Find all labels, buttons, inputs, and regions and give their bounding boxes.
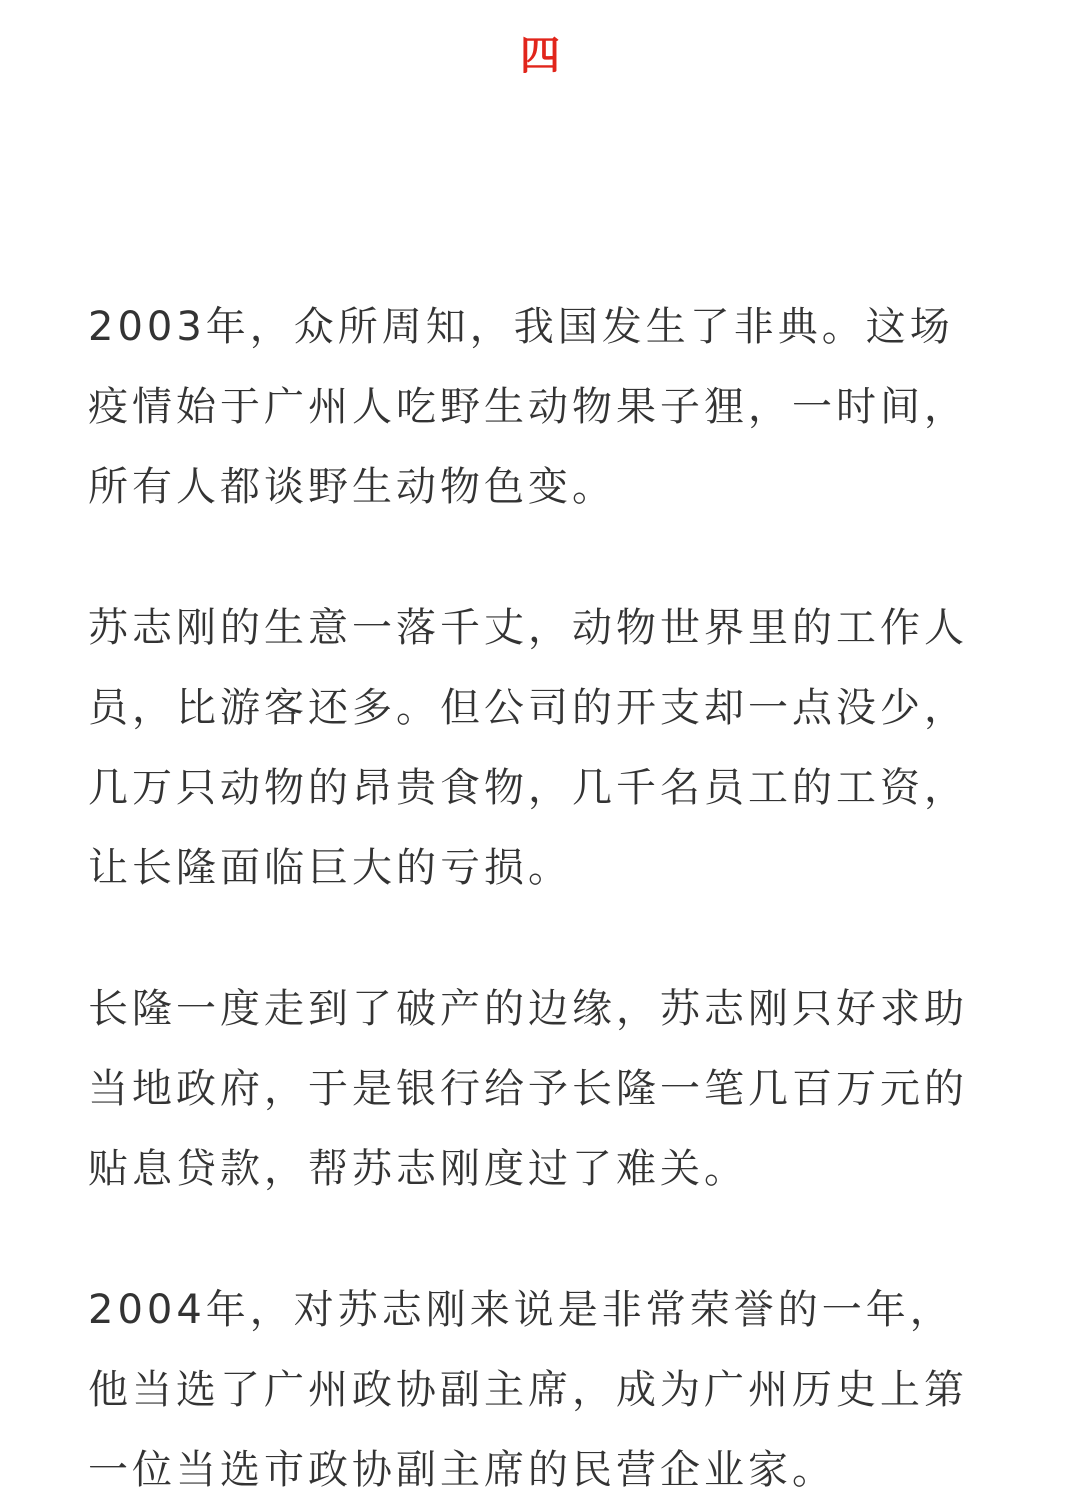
- paragraph-bank-loan: 长隆一度走到了破产的边缘，苏志刚只好求助当地政府，于是银行给予长隆一笔几百万元的贴息贷款，帮苏志刚度过了难关。: [88, 986, 968, 1192]
- paragraph-sars-2003: 2003年，众所周知，我国发生了非典。这场疫情始于广州人吃野生动物果子狸，一时间，所有人都谈野生动物色变。: [88, 304, 968, 510]
- paragraph-cppcc-2004: 2004年，对苏志刚来说是非常荣誉的一年，他当选了广州政协副主席，成为广州历史上第一位当选市政协副主席的民营企业家。: [88, 1287, 968, 1493]
- section-number-heading: 四: [520, 33, 560, 79]
- paragraph-business-decline: 苏志刚的生意一落千丈，动物世界里的工作人员，比游客还多。但公司的开支却一点没少，几万只动物的昂贵食物，几千名员工的工资，让长隆面临巨大的亏损。: [88, 605, 968, 891]
- article-body: [88, 287, 992, 1510]
